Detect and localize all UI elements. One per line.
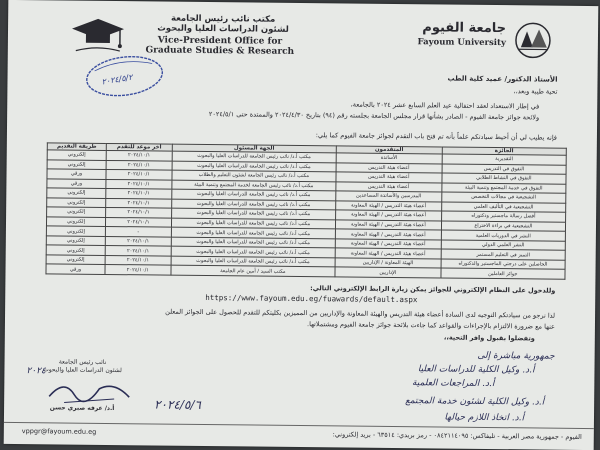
paragraph-2: ولائحة جوائز جامعة الفيوم - الصادر بشأنها قرار مجلس الجامعة بجلسته رقم (٩٤) بتاريخ ٢٠٢٤/٤/٣٠ والممتدة حتى ٢٠٢٤/٥/١ xyxy=(208,110,540,122)
stamp-date: ٢٠٢٤/٥/٢ xyxy=(100,72,134,87)
cell-award: أفضل رسالة ماجستير ودكتوراه xyxy=(441,211,565,222)
cell-deadline: ٢٠٢٤/١٠/١ xyxy=(106,170,172,180)
cell-deadline: ٢٠٢٤/١٠/١ xyxy=(105,246,171,256)
cell-method: ورقي xyxy=(47,169,106,179)
signature-title-2: لشئون الدراسات العليا والبحوث xyxy=(43,366,122,375)
cell-applicants: الإداريين xyxy=(335,267,441,278)
cell-award: التشجيعية في مجالات التخصص xyxy=(441,192,565,203)
cell-method: إلكتروني xyxy=(46,255,105,265)
cell-responsible: مكتب السيد / أمين عام الجامعة xyxy=(171,266,335,277)
awards-table xyxy=(45,142,566,279)
university-logo-icon xyxy=(513,21,553,59)
greeting: تحية طيبة وبعد،، xyxy=(513,87,558,96)
cell-responsible: مكتب أ.د/ نائب رئيس الجامعة للدراسات العليا والبحوث xyxy=(171,227,335,238)
signature-block xyxy=(32,358,132,375)
cell-deadline: ٢٠٢٤/١٠/١ xyxy=(106,217,172,227)
handwritten-line-3: أ.د. المراجعات العلمية xyxy=(412,378,495,390)
cell-award: الحاصلين على درجتي الماجستير والدكتوراه xyxy=(441,259,565,270)
closing-line-1: لذا نرجو من سيادتكم التوجيه لدى السادة أعضاء هيئة التدريس والهيئة المعاونة والإداريين من المميزين بكليتكم للتقدم للحصول على الجوائز المعلن xyxy=(165,307,556,320)
cell-responsible: مكتب أ.د/ نائب رئيس الجامعة للدراسات العليا والبحوث xyxy=(172,161,336,172)
university-name-arabic: جامعة الفيوم xyxy=(422,20,507,37)
cell-applicants: الهيئة المعاونة / الإداريين xyxy=(335,258,441,269)
university-name-english: Fayoum University xyxy=(417,37,506,49)
cell-method: ورقي xyxy=(46,264,105,274)
footer-contact: الفيوم - جمهورية مصر العربية - تليفاكس: ٠٨٤٢١١٤٠٩٥ - رمز بريدي: ٦٣٥١٤ - بريد إلكتروني: xyxy=(332,430,582,441)
cell-award: جوائز العاملين xyxy=(441,268,565,279)
cell-award: التفوق في النشاط الطلابي xyxy=(442,173,566,184)
cell-deadline: ٢٠٢٤/١٠/١ xyxy=(105,236,171,246)
cell-applicants: أعضاء هيئة التدريس / الهيئة المعاونة xyxy=(336,210,442,221)
cell-award: التميز في التعليم المستمر xyxy=(441,249,565,260)
cell-deadline: - xyxy=(105,227,171,237)
cell-award: التشجيعية في براءة الاختراع xyxy=(441,221,565,232)
cell-deadline: ٢٠٢٤/١٠/١ xyxy=(106,198,172,208)
cell-deadline: ٢٠٢٤/١٠/١ xyxy=(106,208,172,218)
col-header-applicants: المتقدمون xyxy=(336,146,442,154)
cell-applicants: أعضاء هيئة التدريس / الهيئة المعاونة xyxy=(335,220,441,231)
handwritten-signature xyxy=(44,376,134,407)
cell-responsible: مكتب أ.د/ نائب رئيس الجامعة للدراسات العليا والبحوث xyxy=(171,256,335,267)
cell-applicants: أعضاء هيئة التدريس xyxy=(336,172,442,183)
cell-responsible: مكتب أ.د/ نائب رئيس الجامعة للدراسات العليا والبحوث xyxy=(171,237,335,248)
col-header-deadline: آخر موعد للتقدم xyxy=(106,143,172,151)
cell-award: النشر في الدوريات العلمية xyxy=(441,230,565,241)
cell-responsible: مكتب أ.د/ نائب رئيس الجامعة للدراسات العليا والبحوث xyxy=(171,199,335,210)
cell-responsible: مكتب أ.د/ نائب رئيس الجامعة للدراسات العليا والبحوث xyxy=(171,218,335,229)
cell-method: إلكتروني xyxy=(47,150,106,160)
handwritten-line-2: أ.د. وكيل الكلية للدراسات العليا xyxy=(417,364,535,376)
cell-deadline: ٢٠٢٤/١٠/١ xyxy=(106,179,172,189)
footer xyxy=(22,427,582,441)
cell-method: إلكتروني xyxy=(46,217,105,227)
cell-applicants: أعضاء هيئة التدريس / الهيئة المعاونة xyxy=(335,248,441,259)
cell-responsible: مكتب أ.د/ نائب رئيس الجامعة للدراسات العليا والبحوث xyxy=(171,189,335,200)
col-header-method: طريقة التقديم xyxy=(47,143,106,151)
signatory-name: أ.د/ عرفه صبري حسن xyxy=(49,404,115,413)
cell-applicants: أعضاء هيئة التدريس / الهيئة المعاونة xyxy=(335,229,441,240)
cell-method: إلكتروني xyxy=(47,159,106,169)
cell-award: النشر العلمي الدولي xyxy=(441,240,565,251)
cell-applicants: أعضاء هيئة التدريس xyxy=(336,162,442,173)
cell-method: إلكتروني xyxy=(46,236,105,246)
closing-line-2: عنها مع ضرورة الالتزام بالإجراءات والقواعد كما جاءت بلائحة جوائز جامعة الفيوم ومشتملاتها. xyxy=(306,320,555,331)
cell-deadline: ٢٠٢٤/١٠/١ xyxy=(105,255,171,265)
cell-applicants: أعضاء هيئة التدريس / الهيئة المعاونة xyxy=(335,239,441,250)
cell-method: إلكتروني xyxy=(47,207,106,217)
handwritten-line-4: أ.د. وكيل الكلية لشئون خدمة المجتمع xyxy=(405,396,545,408)
cell-deadline: ٢٠٢٤/١٠/١ xyxy=(105,265,171,275)
cell-award: التقديرية xyxy=(442,154,566,165)
handwritten-line-1: جمهورية مباشرة إلى xyxy=(477,350,555,362)
cell-method: إلكتروني xyxy=(47,188,106,198)
cell-deadline: ٢٠٢٤/١٠/١ xyxy=(106,150,172,160)
col-header-responsible: الجهة المسئول xyxy=(172,144,336,153)
handwritten-date: ٢٠٢٤/٥/٦ xyxy=(154,397,201,412)
cell-method: ورقي xyxy=(47,178,106,188)
cell-responsible: مكتب أ.د/ نائب رئيس الجامعة للدراسات العليا والبحوث xyxy=(172,151,336,162)
cell-award: التفوق في التدريس xyxy=(442,164,566,175)
cell-applicants: أعضاء هيئة التدريس xyxy=(336,181,442,192)
cell-applicants: المدرسين والأساتذة المساعدين xyxy=(336,191,442,202)
cell-method: إلكتروني xyxy=(46,226,105,236)
office-title-arabic: مكتب نائب رئيس الجامعة لشئون الدراسات العليا والبحوث xyxy=(157,13,289,35)
col-header-award: الجائزة xyxy=(442,147,566,155)
office-title-english: Vice-President Office for Graduate Studies & Research xyxy=(145,35,295,57)
cell-responsible: مكتب أ.د/ نائب رئيس الجامعة للدراسات العليا والبحوث xyxy=(171,246,335,257)
handwritten-line-5: أ.د. اتخاذ اللازم حيالها xyxy=(444,412,525,424)
paragraph-1: في إطار الاستعداد لعقد احتفالية عيد العلم السابع عشر ٢٠٢٤ بالجامعة، xyxy=(350,100,540,111)
letter-page xyxy=(4,0,599,450)
cell-applicants: أعضاء هيئة التدريس / الهيئة المعاونة xyxy=(336,201,442,212)
closing-line-3: وتفضلوا بقبول وافر التحية،، xyxy=(443,333,535,343)
addressee: الأستاذ الدكتور/ عميد كلية الطب xyxy=(447,74,558,84)
signature-year: ٢٠٢٤ xyxy=(26,366,46,377)
signature-title-1: نائب رئيس الجامعة xyxy=(58,358,107,366)
online-system-note: وللدخول على النظام الإلكتروني للجوائز يمكن زيارة الرابط الإلكتروني التالي: xyxy=(310,284,556,295)
cell-method: إلكتروني xyxy=(47,197,106,207)
footer-email[interactable]: vppgr@fayoum.edu.eg xyxy=(21,427,97,436)
cell-deadline: ٢٠٢٤/١٠/١ xyxy=(106,189,172,199)
cell-applicants: الأساتذة xyxy=(336,153,442,164)
table-intro: فإنه يطيب لي أن أحيط سيادتكم علماً بأنه تم فتح باب التقدم لجوائز جامعة الفيوم كما يلي: xyxy=(315,131,557,142)
cell-responsible: مكتب أ.د/ نائب رئيس الجامعة لشئون التعليم والطلاب xyxy=(172,170,336,181)
cell-award: التشجيعية في التأليف العلمي xyxy=(441,202,565,213)
awards-url-link[interactable]: https://www.fayoum.edu.eg/fuawards/default.aspx xyxy=(205,293,418,305)
cell-deadline: ٢٠٢٤/١٠/١ xyxy=(106,160,172,170)
cell-responsible: مكتب أ.د/ نائب رئيس الجامعة للدراسات العليا والبحوث xyxy=(171,208,335,219)
cell-award: التفوق في خدمة المجتمع وتنمية البيئة xyxy=(442,183,566,194)
cell-responsible: مكتب أ.د/ نائب رئيس الجامعة لخدمة المجتمع وتنمية البيئة xyxy=(172,180,336,191)
cell-method: إلكتروني xyxy=(46,245,105,255)
